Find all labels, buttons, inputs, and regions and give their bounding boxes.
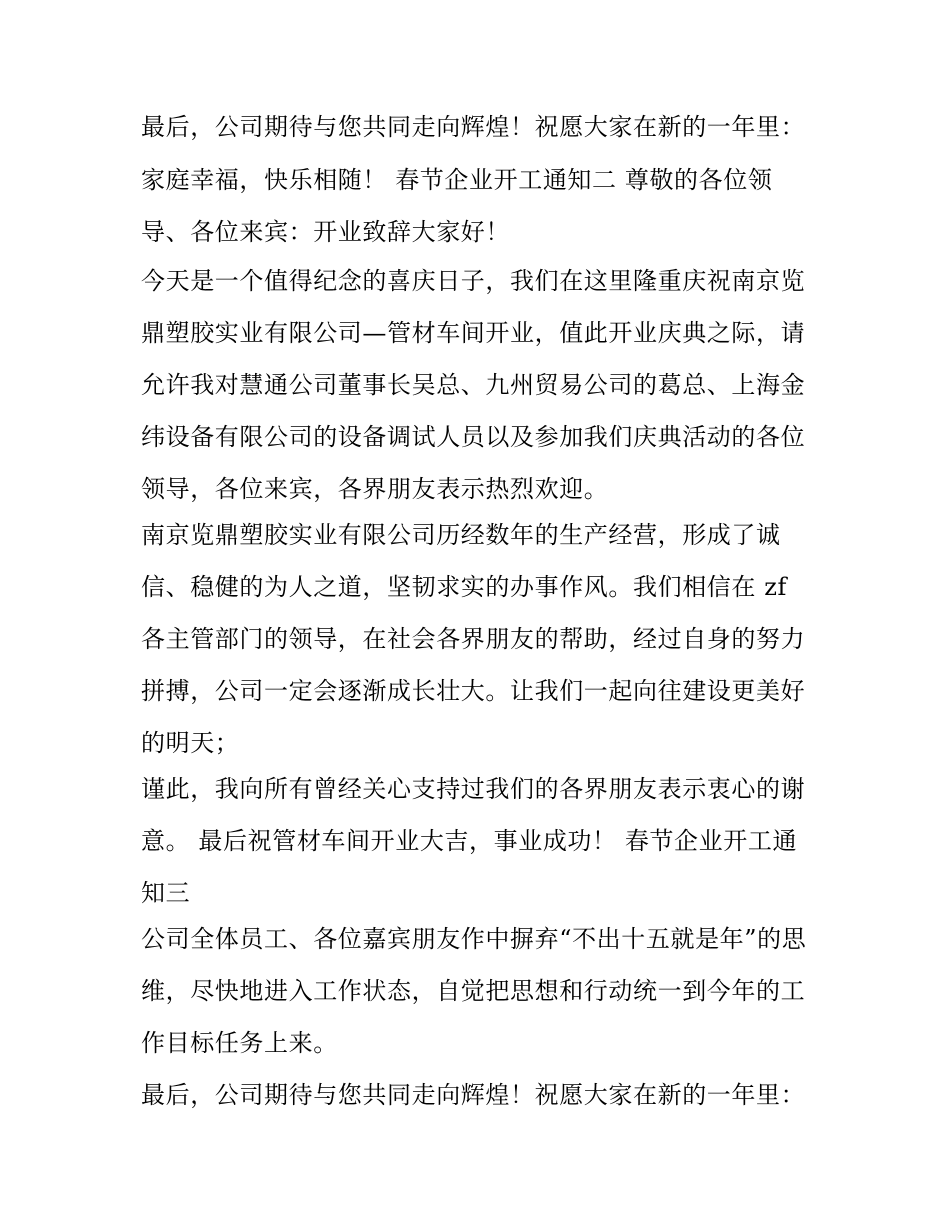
text-line: 导、各位来宾：开业致辞大家好！ xyxy=(141,218,510,246)
text-line: 最后，公司期待与您共同走向辉煌！祝愿大家在新的一年里： xyxy=(141,113,806,141)
text-line: 公司全体员工、各位嘉宾朋友作中摒弃“不出十五就是年”的思 xyxy=(141,925,807,953)
text-line: 拼搏，公司一定会逐渐成长壮大。让我们一起向往建设更美好 xyxy=(141,677,806,705)
text-line: 信、稳健的为人之道，坚韧求实的办事作风。我们相信在 zf xyxy=(141,573,787,601)
text-line: 各主管部门的领导，在社会各界朋友的帮助，经过自身的努力 xyxy=(141,625,806,653)
text-line: 谨此，我向所有曾经关心支持过我们的各界朋友表示衷心的谢 xyxy=(141,775,806,803)
text-line: 维，尽快地进入工作状态，自觉把思想和行动统一到今年的工 xyxy=(141,977,806,1005)
text-line: 今天是一个值得纪念的喜庆日子，我们在这里隆重庆祝南京览 xyxy=(141,267,806,295)
text-line: 家庭幸福，快乐相随！ 春节企业开工通知二 尊敬的各位领 xyxy=(141,166,773,194)
text-line: 的明天； xyxy=(141,729,240,757)
text-line: 允许我对慧通公司董事长吴总、九州贸易公司的葛总、上海金 xyxy=(141,371,806,399)
text-line: 鼎塑胶实业有限公司—管材车间开业，值此开业庆典之际，请 xyxy=(141,319,806,347)
text-line: 意。 最后祝管材车间开业大吉，事业成功！ 春节企业开工通 xyxy=(141,827,798,855)
text-line: 知三 xyxy=(141,879,191,907)
text-line: 领导，各位来宾，各界朋友表示热烈欢迎。 xyxy=(141,475,609,503)
text-line: 南京览鼎塑胶实业有限公司历经数年的生产经营，形成了诚 xyxy=(141,521,781,549)
text-line: 纬设备有限公司的设备调试人员以及参加我们庆典活动的各位 xyxy=(141,423,806,451)
text-line: 作目标任务上来。 xyxy=(141,1029,338,1057)
text-line: 最后，公司期待与您共同走向辉煌！祝愿大家在新的一年里： xyxy=(141,1081,806,1109)
